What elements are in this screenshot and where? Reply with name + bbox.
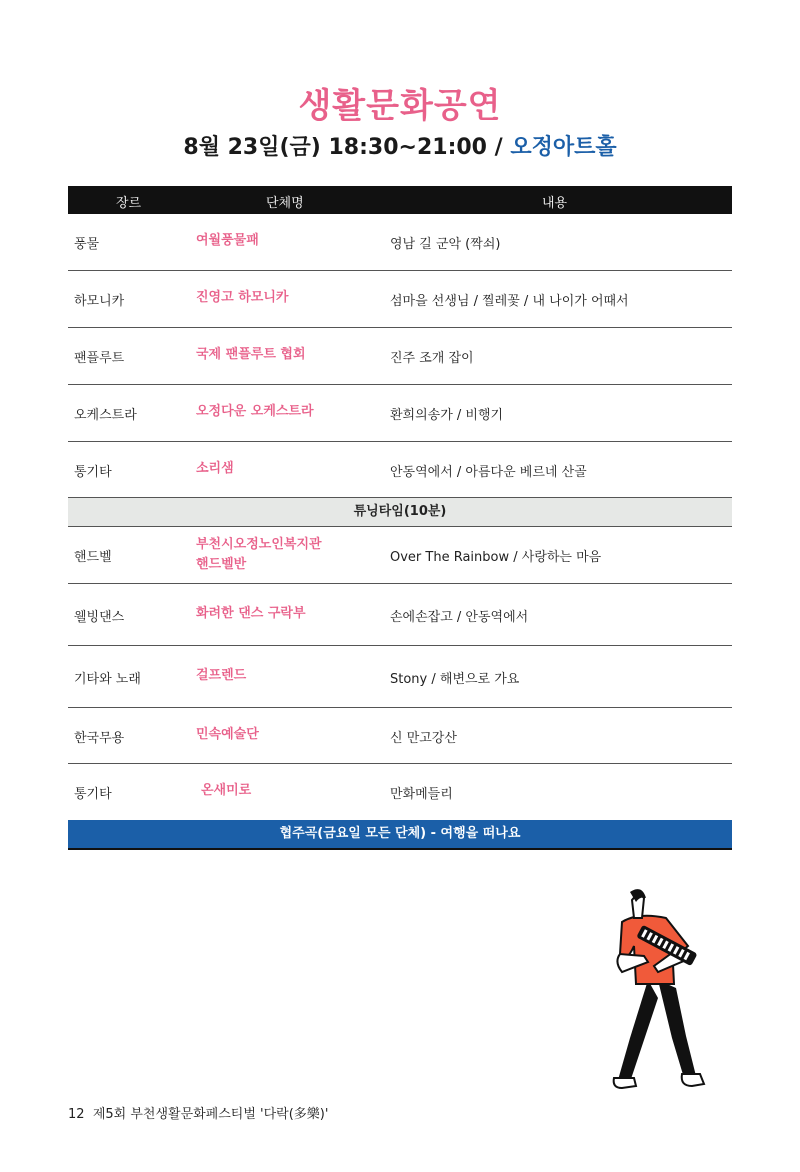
row-group: 오정다운 오케스트라 xyxy=(196,404,314,419)
finale-row: 협주곡(금요일 모든 단체) - 여행을 떠나요 xyxy=(68,820,732,850)
row-genre: 기타와 노래 xyxy=(74,672,141,687)
venue-name: 오정아트홀 xyxy=(510,135,617,160)
row-genre: 핸드벨 xyxy=(74,550,112,565)
table-row xyxy=(68,764,732,820)
row-genre: 웰빙댄스 xyxy=(74,610,125,625)
footer-text: 제5회 부천생활문화페스티벌 '다락(多樂)' xyxy=(92,1107,329,1122)
row-group: 온새미로 xyxy=(201,783,252,798)
row-content: 진주 조개 잡이 xyxy=(390,351,474,366)
row-content: 손에손잡고 / 안동역에서 xyxy=(390,610,529,625)
row-content: Over The Rainbow / 사랑하는 마음 xyxy=(390,550,602,565)
page-footer xyxy=(68,1103,328,1122)
table-row xyxy=(68,708,732,764)
program-table xyxy=(68,186,732,850)
row-group-line1: 부천시오정노인복지관 xyxy=(196,537,322,552)
row-content: 섬마을 선생님 / 찔레꽃 / 내 나이가 어때서 xyxy=(390,294,629,309)
row-content: 신 만고강산 xyxy=(390,731,457,746)
table-row xyxy=(68,442,732,498)
row-group: 여월풍물패 xyxy=(196,233,259,248)
row-content: 영남 길 군악 (짝쇠) xyxy=(390,237,501,252)
row-genre: 한국무용 xyxy=(74,731,125,746)
header-group: 단체명 xyxy=(266,196,304,211)
row-content: 안동역에서 / 아름다운 베르네 산골 xyxy=(390,465,587,480)
row-genre: 하모니카 xyxy=(74,294,125,309)
row-group: 화려한 댄스 구락부 xyxy=(196,606,306,621)
row-genre: 팬플루트 xyxy=(74,351,125,366)
row-group: 민속예술단 xyxy=(196,727,259,742)
row-content: 환희의송가 / 비행기 xyxy=(390,408,504,423)
table-row xyxy=(68,328,732,385)
row-genre: 풍물 xyxy=(74,237,100,252)
row-group: 진영고 하모니카 xyxy=(196,290,289,305)
table-row xyxy=(68,271,732,328)
date-time-text: 8월 23일(금) 18:30~21:00 / xyxy=(183,135,511,160)
person-playing-melodica-icon xyxy=(600,888,710,1098)
row-group: 국제 팬플루트 협회 xyxy=(196,347,306,362)
row-group-line2: 핸드벨반 xyxy=(196,557,247,572)
row-genre: 통기타 xyxy=(74,465,112,480)
row-group xyxy=(196,535,322,575)
table-header xyxy=(68,186,732,214)
header-content: 내용 xyxy=(542,196,568,211)
row-content: 만화메들리 xyxy=(390,787,453,802)
table-row xyxy=(68,527,732,584)
table-row xyxy=(68,584,732,646)
page-number: 12 xyxy=(68,1107,85,1122)
row-genre: 통기타 xyxy=(74,787,112,802)
row-genre: 오케스트라 xyxy=(74,408,137,423)
row-group: 걸프렌드 xyxy=(196,668,247,683)
page-title: 생활문화공연 xyxy=(298,86,502,126)
table-row xyxy=(68,646,732,708)
tuning-time-row: 튜닝타임(10분) xyxy=(68,498,732,527)
header-genre: 장르 xyxy=(116,196,142,211)
row-group: 소리샘 xyxy=(196,461,234,476)
table-row xyxy=(68,214,732,271)
row-content: Stony / 해변으로 가요 xyxy=(390,672,520,687)
table-row xyxy=(68,385,732,442)
event-datetime xyxy=(0,130,800,161)
